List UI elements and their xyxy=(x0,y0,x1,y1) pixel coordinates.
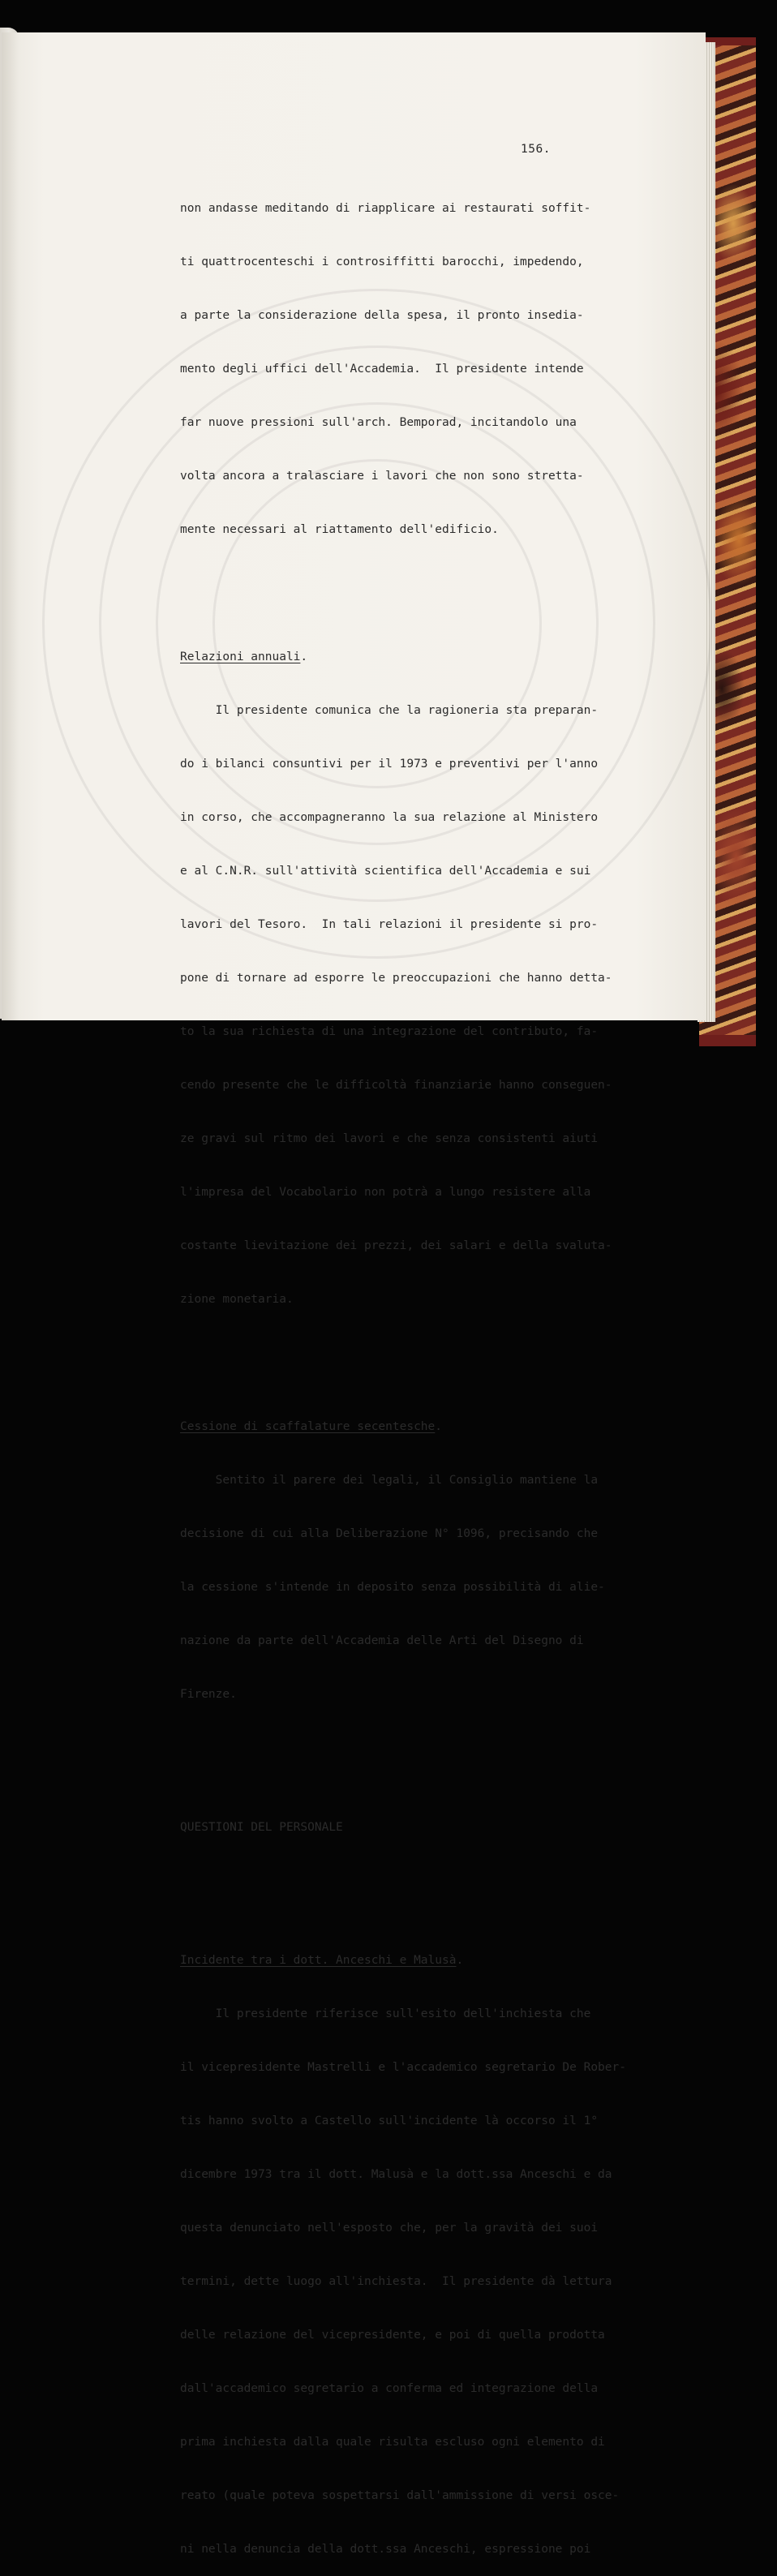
section-heading-relazioni xyxy=(180,648,667,666)
heading-suffix: . xyxy=(435,1420,443,1433)
text-line: Il presidente comunica che la ragioneria sta preparan- xyxy=(180,704,599,717)
text-line: reato (quale poteva sospettarsi dall'ammissione di versi osce- xyxy=(180,2489,620,2502)
text-line: nazione da parte dell'Accademia delle Arti del Disegno di xyxy=(180,1634,584,1647)
text-line: Il presidente riferisce sull'esito dell'inchiesta che xyxy=(180,2007,591,2020)
text-line: Sentito il parere dei legali, il Consiglio mantiene la xyxy=(180,1474,599,1487)
heading-text: Incidente tra i dott. Anceschi e Malusà xyxy=(180,1954,457,1967)
text-line: delle relazione del vicepresidente, e poi di quella prodotta xyxy=(180,2329,605,2342)
text-line: zione monetaria. xyxy=(180,1293,294,1306)
page-number: 156. xyxy=(521,143,551,156)
text-line: volta ancora a tralasciare i lavori che non sono stretta- xyxy=(180,470,584,483)
section-title-personale: QUESTIONI DEL PERSONALE xyxy=(180,1821,343,1834)
text-line: mento degli uffici dell'Accademia. Il presidente intende xyxy=(180,363,584,376)
text-line: Firenze. xyxy=(180,1688,237,1701)
text-line: ti quattrocenteschi i controsiffitti barocchi, impedendo, xyxy=(180,255,584,268)
text-line: ni nella denuncia della dott.ssa Anceschi, espressione poi xyxy=(180,2543,591,2556)
text-line: pone di tornare ad esporre le preoccupazioni che hanno detta- xyxy=(180,972,612,985)
text-line: questa denunciato nell'esposto che, per la gravità dei suoi xyxy=(180,2222,599,2235)
text-line: non andasse meditando di riapplicare ai restaurati soffit- xyxy=(180,202,591,215)
typed-text-body xyxy=(180,146,667,2576)
text-line: dicembre 1973 tra il dott. Malusà e la dott.ssa Anceschi e da xyxy=(180,2168,612,2181)
heading-suffix: . xyxy=(300,650,308,663)
section-heading-incidente xyxy=(180,1951,667,1969)
text-line: far nuove pressioni sull'arch. Bemporad, incitandolo una xyxy=(180,416,577,429)
text-line: ze gravi sul ritmo dei lavori e che senza consistenti aiuti xyxy=(180,1132,599,1145)
text-line: decisione di cui alla Deliberazione N° 1096, precisando che xyxy=(180,1527,599,1540)
text-line: to la sua richiesta di una integrazione del contributo, fa- xyxy=(180,1025,599,1038)
text-line: dall'accademico segretario a conferma ed integrazione della xyxy=(180,2382,599,2395)
text-line: cendo presente che le difficoltà finanziarie hanno conseguen- xyxy=(180,1079,612,1092)
text-line: il vicepresidente Mastrelli e l'accademico segretario De Rober- xyxy=(180,2061,626,2074)
heading-text: Cessione di scaffalature secentesche xyxy=(180,1420,436,1433)
text-line: lavori del Tesoro. In tali relazioni il presidente si pro- xyxy=(180,918,599,931)
text-line: do i bilanci consuntivi per il 1973 e preventivi per l'anno xyxy=(180,758,599,771)
heading-text: Relazioni annuali xyxy=(180,650,301,663)
text-line: mente necessari al riattamento dell'edificio. xyxy=(180,523,499,536)
section-heading-cessione xyxy=(180,1418,667,1436)
text-line: tis hanno svolto a Castello sull'incidente là occorso il 1° xyxy=(180,2114,599,2127)
text-line: in corso, che accompagneranno la sua relazione al Ministero xyxy=(180,811,599,824)
text-line: e al C.N.R. sull'attività scientifica dell'Accademia e sui xyxy=(180,865,591,878)
text-line: la cessione s'intende in deposito senza possibilità di alie- xyxy=(180,1581,605,1594)
heading-suffix: . xyxy=(456,1954,464,1967)
text-line: a parte la considerazione della spesa, il pronto insedia- xyxy=(180,309,584,322)
text-line: termini, dette luogo all'inchiesta. Il presidente dà lettura xyxy=(180,2275,612,2288)
text-line: prima inchiesta dalla quale risulta escluso ogni elemento di xyxy=(180,2436,605,2449)
text-line: costante lievitazione dei prezzi, dei salari e della svaluta- xyxy=(180,1239,612,1252)
text-line: l'impresa del Vocabolario non potrà a lungo resistere alla xyxy=(180,1186,591,1199)
